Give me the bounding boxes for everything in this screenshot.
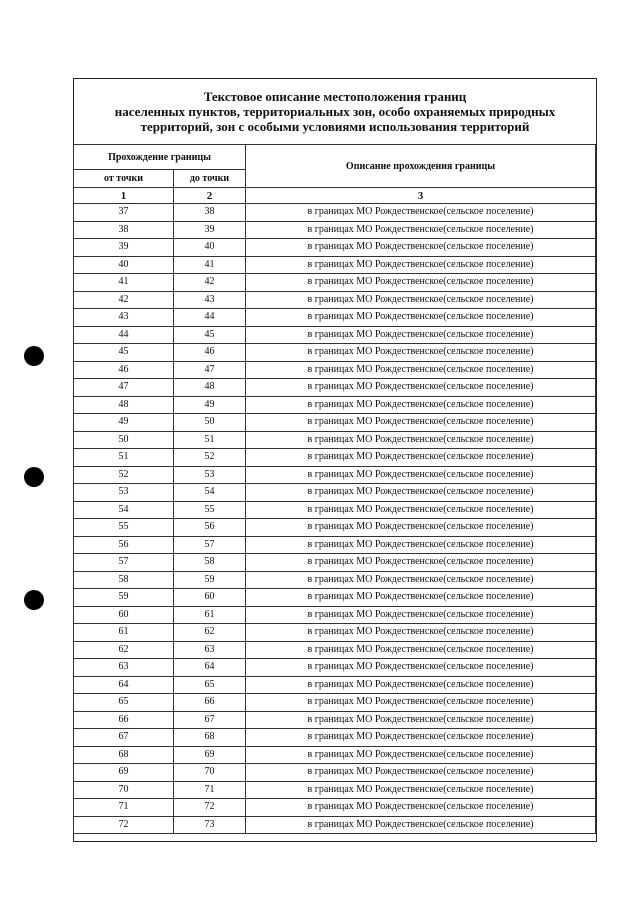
- description-cell: в границах МО Рождественское(сельское поселение): [246, 256, 596, 274]
- table-row: [74, 361, 596, 379]
- table-row: [74, 256, 596, 274]
- to-point-cell: 45: [174, 326, 246, 344]
- from-point-cell: 38: [74, 221, 174, 239]
- from-point-cell: 48: [74, 396, 174, 414]
- description-cell: в границах МО Рождественское(сельское поселение): [246, 326, 596, 344]
- to-point-cell: 64: [174, 659, 246, 677]
- to-point-cell: 39: [174, 221, 246, 239]
- from-point-cell: 61: [74, 624, 174, 642]
- description-cell: в границах МО Рождественское(сельское поселение): [246, 764, 596, 782]
- description-cell: в границах МО Рождественское(сельское поселение): [246, 309, 596, 327]
- description-cell: в границах МО Рождественское(сельское поселение): [246, 781, 596, 799]
- description-cell: в границах МО Рождественское(сельское поселение): [246, 799, 596, 817]
- description-cell: в границах МО Рождественское(сельское поселение): [246, 729, 596, 747]
- title-line-3: территорий, зон с особыми условиями использования территорий: [140, 119, 530, 134]
- to-point-cell: 47: [174, 361, 246, 379]
- table-row: [74, 484, 596, 502]
- from-point-cell: 56: [74, 536, 174, 554]
- to-point-cell: 50: [174, 414, 246, 432]
- column-number-2: 2: [174, 188, 246, 204]
- description-cell: в границах МО Рождественское(сельское поселение): [246, 291, 596, 309]
- column-number-1: 1: [74, 188, 174, 204]
- to-point-cell: 71: [174, 781, 246, 799]
- table-row: [74, 711, 596, 729]
- from-point-cell: 47: [74, 379, 174, 397]
- table-row: [74, 344, 596, 362]
- from-point-cell: 72: [74, 816, 174, 834]
- description-cell: в границах МО Рождественское(сельское поселение): [246, 694, 596, 712]
- description-cell: в границах МО Рождественское(сельское поселение): [246, 484, 596, 502]
- table-row: [74, 466, 596, 484]
- from-point-cell: 60: [74, 606, 174, 624]
- description-cell: в границах МО Рождественское(сельское поселение): [246, 624, 596, 642]
- table-row: [74, 729, 596, 747]
- description-cell: в границах МО Рождественское(сельское поселение): [246, 361, 596, 379]
- table-row: [74, 571, 596, 589]
- from-point-cell: 68: [74, 746, 174, 764]
- description-cell: в границах МО Рождественское(сельское поселение): [246, 659, 596, 677]
- to-point-cell: 56: [174, 519, 246, 537]
- from-point-cell: 64: [74, 676, 174, 694]
- table-row: [74, 781, 596, 799]
- to-point-cell: 72: [174, 799, 246, 817]
- description-cell: в границах МО Рождественское(сельское поселение): [246, 536, 596, 554]
- from-point-cell: 59: [74, 589, 174, 607]
- from-point-cell: 71: [74, 799, 174, 817]
- description-cell: в границах МО Рождественское(сельское поселение): [246, 606, 596, 624]
- from-point-cell: 37: [74, 204, 174, 222]
- to-point-cell: 41: [174, 256, 246, 274]
- to-point-cell: 48: [174, 379, 246, 397]
- from-point-cell: 43: [74, 309, 174, 327]
- to-point-cell: 65: [174, 676, 246, 694]
- header-boundary-passage: Прохождение границы: [74, 145, 246, 170]
- from-point-cell: 50: [74, 431, 174, 449]
- punch-hole-bottom: [24, 590, 44, 610]
- description-cell: в границах МО Рождественское(сельское поселение): [246, 414, 596, 432]
- table-row: [74, 379, 596, 397]
- table-body: [74, 204, 596, 834]
- table-row: [74, 239, 596, 257]
- from-point-cell: 57: [74, 554, 174, 572]
- to-point-cell: 46: [174, 344, 246, 362]
- description-cell: в границах МО Рождественское(сельское поселение): [246, 239, 596, 257]
- from-point-cell: 51: [74, 449, 174, 467]
- table-row: [74, 816, 596, 834]
- from-point-cell: 46: [74, 361, 174, 379]
- to-point-cell: 60: [174, 589, 246, 607]
- table-row: [74, 221, 596, 239]
- from-point-cell: 63: [74, 659, 174, 677]
- to-point-cell: 58: [174, 554, 246, 572]
- from-point-cell: 52: [74, 466, 174, 484]
- description-cell: в границах МО Рождественское(сельское поселение): [246, 221, 596, 239]
- table-row: [74, 694, 596, 712]
- to-point-cell: 49: [174, 396, 246, 414]
- from-point-cell: 53: [74, 484, 174, 502]
- description-cell: в границах МО Рождественское(сельское поселение): [246, 746, 596, 764]
- description-cell: в границах МО Рождественское(сельское поселение): [246, 274, 596, 292]
- to-point-cell: 66: [174, 694, 246, 712]
- header-from-point: от точки: [74, 170, 174, 188]
- to-point-cell: 68: [174, 729, 246, 747]
- to-point-cell: 40: [174, 239, 246, 257]
- header-to-point: до точки: [174, 170, 246, 188]
- table-row: [74, 309, 596, 327]
- description-cell: в границах МО Рождественское(сельское поселение): [246, 676, 596, 694]
- to-point-cell: 42: [174, 274, 246, 292]
- table-row: [74, 746, 596, 764]
- to-point-cell: 73: [174, 816, 246, 834]
- title-line-1: Текстовое описание местоположения границ: [203, 89, 467, 104]
- table-row: [74, 291, 596, 309]
- to-point-cell: 55: [174, 501, 246, 519]
- header-description: Описание прохождения границы: [246, 145, 596, 188]
- table-row: [74, 274, 596, 292]
- description-cell: в границах МО Рождественское(сельское поселение): [246, 449, 596, 467]
- to-point-cell: 54: [174, 484, 246, 502]
- to-point-cell: 52: [174, 449, 246, 467]
- table-row: [74, 659, 596, 677]
- table-row: [74, 676, 596, 694]
- table-row: [74, 799, 596, 817]
- from-point-cell: 40: [74, 256, 174, 274]
- title-line-2: населенных пунктов, территориальных зон, особо охраняемых природных: [114, 104, 556, 119]
- to-point-cell: 70: [174, 764, 246, 782]
- description-cell: в границах МО Рождественское(сельское поселение): [246, 204, 596, 222]
- to-point-cell: 44: [174, 309, 246, 327]
- from-point-cell: 42: [74, 291, 174, 309]
- description-cell: в границах МО Рождественское(сельское поселение): [246, 589, 596, 607]
- description-cell: в границах МО Рождественское(сельское поселение): [246, 344, 596, 362]
- to-point-cell: 62: [174, 624, 246, 642]
- description-cell: в границах МО Рождественское(сельское поселение): [246, 379, 596, 397]
- punch-hole-middle: [24, 467, 44, 487]
- table-row: [74, 326, 596, 344]
- description-cell: в границах МО Рождественское(сельское поселение): [246, 396, 596, 414]
- to-point-cell: 59: [174, 571, 246, 589]
- table-row: [74, 536, 596, 554]
- description-cell: в границах МО Рождественское(сельское поселение): [246, 571, 596, 589]
- description-cell: в границах МО Рождественское(сельское поселение): [246, 641, 596, 659]
- description-cell: в границах МО Рождественское(сельское поселение): [246, 519, 596, 537]
- to-point-cell: 61: [174, 606, 246, 624]
- from-point-cell: 58: [74, 571, 174, 589]
- from-point-cell: 41: [74, 274, 174, 292]
- from-point-cell: 70: [74, 781, 174, 799]
- to-point-cell: 57: [174, 536, 246, 554]
- from-point-cell: 45: [74, 344, 174, 362]
- from-point-cell: 65: [74, 694, 174, 712]
- table-row: [74, 449, 596, 467]
- from-point-cell: 67: [74, 729, 174, 747]
- table-row: [74, 414, 596, 432]
- from-point-cell: 69: [74, 764, 174, 782]
- table-row: [74, 606, 596, 624]
- description-cell: в границах МО Рождественское(сельское поселение): [246, 554, 596, 572]
- to-point-cell: 63: [174, 641, 246, 659]
- table-row: [74, 641, 596, 659]
- boundary-table: [73, 144, 596, 834]
- to-point-cell: 69: [174, 746, 246, 764]
- table-row: [74, 501, 596, 519]
- punch-hole-top: [24, 346, 44, 366]
- description-cell: в границах МО Рождественское(сельское поселение): [246, 501, 596, 519]
- to-point-cell: 38: [174, 204, 246, 222]
- description-cell: в границах МО Рождественское(сельское поселение): [246, 816, 596, 834]
- description-cell: в границах МО Рождественское(сельское поселение): [246, 466, 596, 484]
- from-point-cell: 44: [74, 326, 174, 344]
- document-title: [74, 79, 596, 145]
- to-point-cell: 43: [174, 291, 246, 309]
- from-point-cell: 55: [74, 519, 174, 537]
- document-frame: [73, 78, 597, 842]
- table-row: [74, 519, 596, 537]
- to-point-cell: 53: [174, 466, 246, 484]
- from-point-cell: 66: [74, 711, 174, 729]
- table-row: [74, 624, 596, 642]
- table-row: [74, 396, 596, 414]
- table-row: [74, 589, 596, 607]
- table-row: [74, 764, 596, 782]
- to-point-cell: 67: [174, 711, 246, 729]
- table-row: [74, 204, 596, 222]
- from-point-cell: 49: [74, 414, 174, 432]
- from-point-cell: 54: [74, 501, 174, 519]
- table-row: [74, 431, 596, 449]
- from-point-cell: 39: [74, 239, 174, 257]
- table-row: [74, 554, 596, 572]
- column-number-3: 3: [246, 188, 596, 204]
- description-cell: в границах МО Рождественское(сельское поселение): [246, 711, 596, 729]
- from-point-cell: 62: [74, 641, 174, 659]
- to-point-cell: 51: [174, 431, 246, 449]
- description-cell: в границах МО Рождественское(сельское поселение): [246, 431, 596, 449]
